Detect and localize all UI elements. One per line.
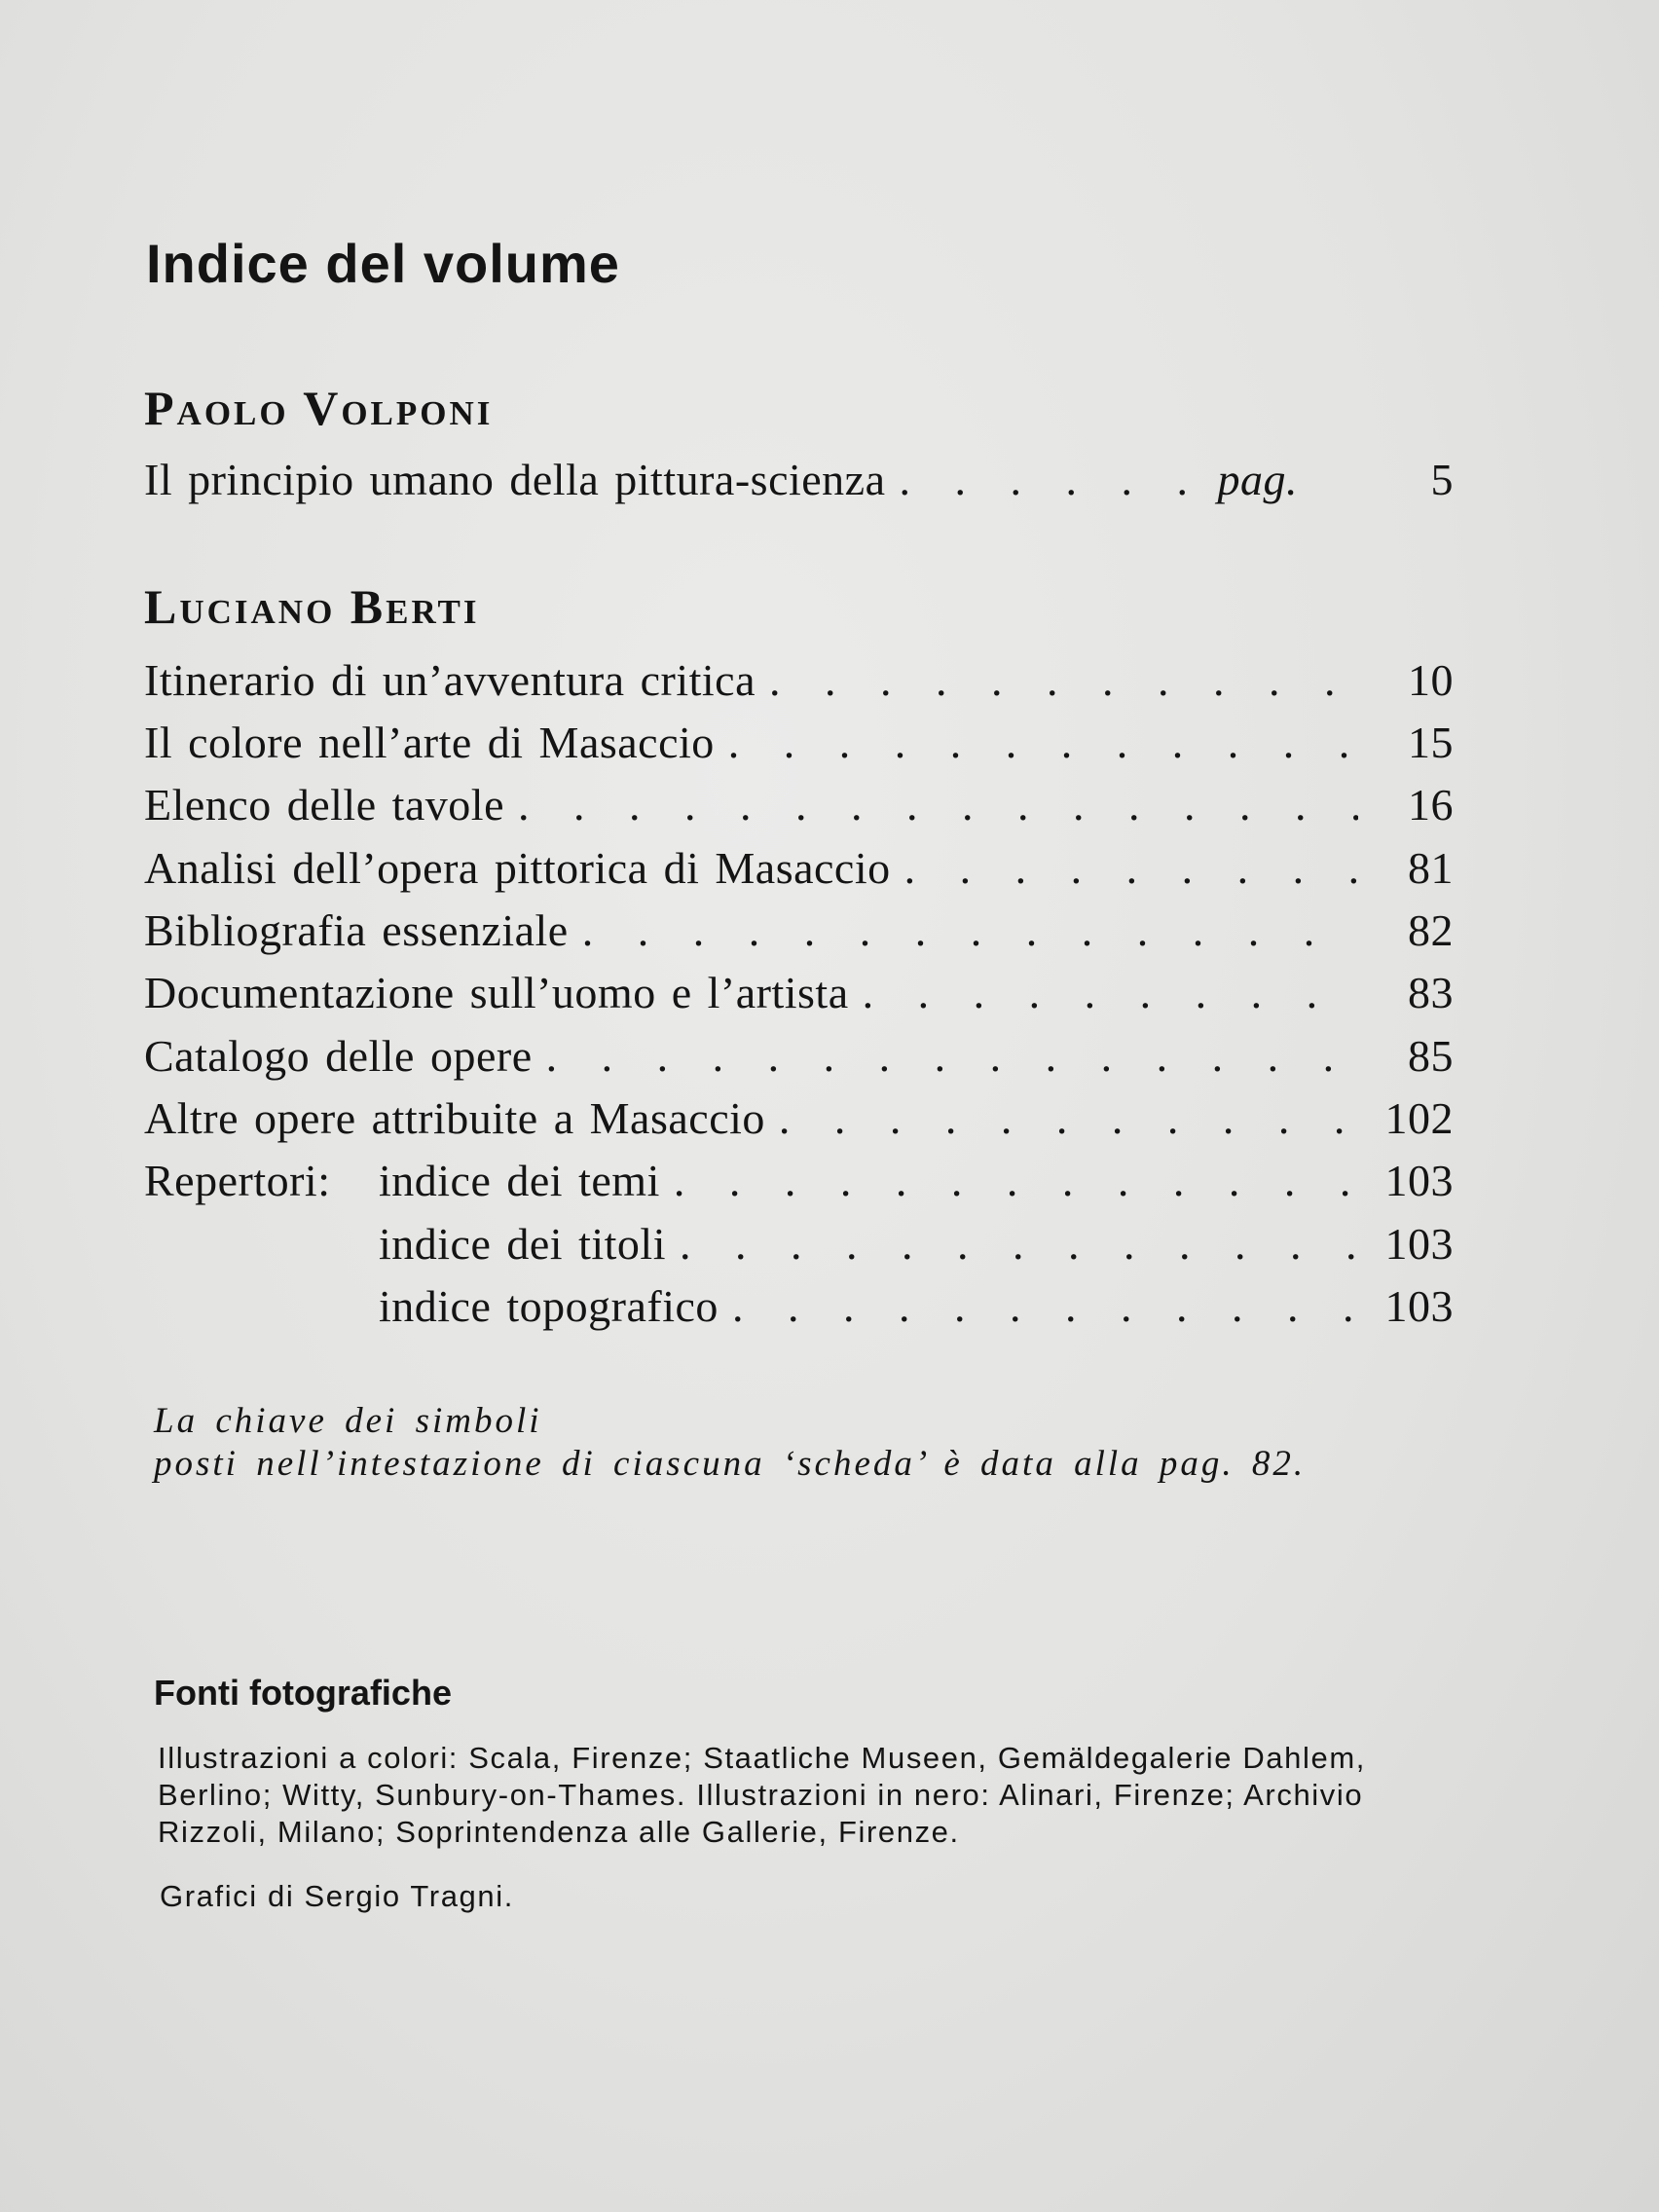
toc-entry-label: indice dei titoli [379,1219,666,1269]
toc-entry [144,1218,1454,1280]
toc-entry-label: Itinerario di un’avventura critica [144,655,756,705]
toc-leader-dots [680,1218,1358,1270]
toc-entry [144,779,1454,841]
author-heading-volponi: Paolo Volponi [144,381,494,435]
toc-leader-dots [582,904,1358,956]
toc-leader-dots [546,1030,1358,1082]
toc-entry [144,454,1454,516]
toc-entry-label: Bibliografia essenziale [144,905,569,955]
toc-page-number: 10 [1408,655,1454,705]
symbols-note-line-2: posti nell’intestazione di ciascuna ‘scheda’ è data alla pag. 82. [154,1444,1307,1484]
toc-leader-dots [863,967,1358,1018]
toc-entry [144,1092,1454,1155]
toc-entry-label: Analisi dell’opera pittorica di Masaccio [144,843,891,893]
toc-page-number: 102 [1384,1093,1454,1143]
toc-leader-dots [904,842,1358,894]
toc-entry-prefix: Repertori: [144,1156,331,1205]
toc-entry-label: indice topografico [379,1281,719,1331]
toc-entry-label: Il principio umano della pittura-scienza [144,455,886,504]
photo-sources-title: Fonti fotografiche [154,1673,452,1713]
toc-entry-label: indice dei temi [379,1156,660,1205]
toc-entry-label: Il colore nell’arte di Masaccio [144,718,715,767]
toc-entry-label: Documentazione sull’uomo e l’artista [144,968,849,1017]
toc-page-number: 103 [1384,1156,1454,1205]
toc-leader-dots [779,1092,1358,1144]
toc-page-number: 15 [1408,718,1454,767]
toc-entry [144,654,1454,717]
toc-page-number: 82 [1408,905,1454,955]
graphics-credit: Grafici di Sergio Tragni. [160,1879,514,1913]
toc-entry [144,1155,1454,1217]
toc-entry [144,842,1454,904]
photo-sources-line: Berlino; Witty, Sunbury-on-Thames. Illustrazioni in nero: Alinari, Firenze; Archivio [158,1778,1364,1812]
toc-leader-dots [732,1280,1358,1332]
toc-page-number: 16 [1408,780,1454,830]
toc-leader-dots [769,654,1358,706]
toc-entry-label: Catalogo delle opere [144,1031,533,1081]
toc-leader-dots [728,717,1358,768]
symbols-note-line-1: La chiave dei simboli [154,1401,542,1441]
toc-entry [144,717,1454,779]
toc-leader-dots [674,1155,1358,1206]
author-heading-berti: Luciano Berti [144,579,480,634]
page-title: Indice del volume [146,233,620,294]
toc-entry [144,1030,1454,1092]
photo-sources-line: Rizzoli, Milano; Soprintendenza alle Gallerie, Firenze. [158,1815,960,1849]
toc-page-number: 81 [1408,843,1454,893]
toc-entry-label: Altre opere attribuite a Masaccio [144,1093,765,1143]
toc-leader-dots [900,454,1200,505]
toc-leader-dots [518,779,1358,830]
toc-page-number: 83 [1408,968,1454,1017]
toc-page-number: 103 [1384,1219,1454,1269]
toc-page-number: 85 [1408,1031,1454,1081]
toc-page-number: 5 [1430,455,1454,504]
toc-pag-label: pag. [1217,455,1298,504]
photo-sources-line: Illustrazioni a colori: Scala, Firenze; Staatliche Museen, Gemäldegalerie Dahlem, [158,1741,1366,1775]
toc-entry-label: Elenco delle tavole [144,780,505,830]
toc-entry [144,904,1454,967]
toc-page-number: 103 [1384,1281,1454,1331]
toc-entry [144,1280,1454,1343]
photo-sources-text [158,1740,1462,1851]
toc-entry [144,967,1454,1029]
